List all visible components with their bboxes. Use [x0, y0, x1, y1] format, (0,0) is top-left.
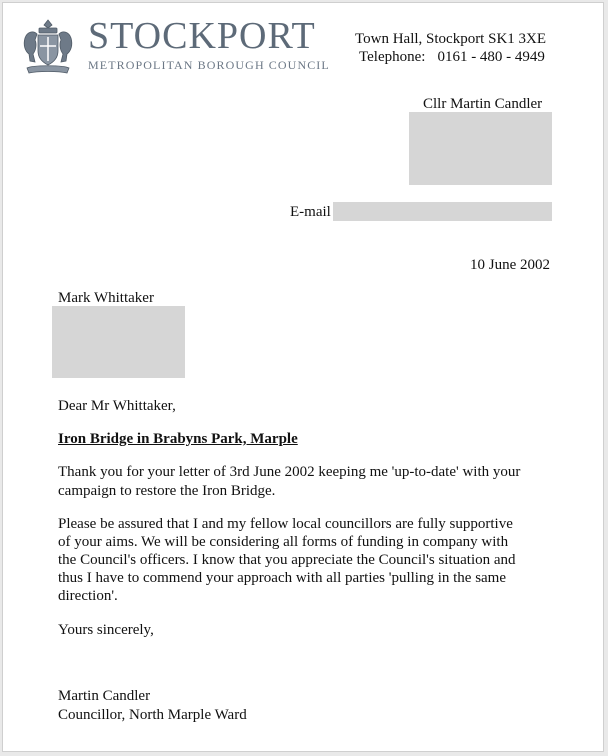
council-name: STOCKPORT	[88, 15, 316, 57]
paragraph-2-line-5: direction'.	[58, 588, 118, 604]
council-telephone	[359, 49, 545, 66]
signature-title: Councillor, North Marple Ward	[58, 707, 247, 723]
salutation: Dear Mr Whittaker,	[58, 398, 176, 414]
telephone-label: Telephone:	[359, 49, 426, 65]
redacted-sender-address	[409, 112, 552, 185]
paragraph-2-line-3: the Council's officers. I know that you appreciate the Council's situation and	[58, 552, 516, 568]
sender-name: Cllr Martin Candler	[423, 96, 543, 112]
paragraph-2-line-1: Please be assured that I and my fellow local councillors are fully supportive	[58, 516, 513, 532]
paragraph-1-line-1: Thank you for your letter of 3rd June 2002 keeping me 'up-to-date' with your	[58, 464, 521, 480]
closing: Yours sincerely,	[58, 622, 154, 638]
council-address: Town Hall, Stockport SK1 3XE	[355, 31, 547, 47]
email-label: E-mail	[290, 204, 331, 220]
coat-of-arms-icon	[17, 16, 79, 78]
council-subtitle: METROPOLITAN BOROUGH COUNCIL	[88, 58, 330, 72]
letter-page	[2, 2, 604, 752]
telephone-value: 0161 - 480 - 4949	[437, 49, 545, 65]
signature-name: Martin Candler	[58, 688, 151, 704]
letter-subject: Iron Bridge in Brabyns Park, Marple	[58, 431, 298, 447]
paragraph-1-line-2: campaign to restore the Iron Bridge.	[58, 483, 276, 499]
letter-date: 10 June 2002	[470, 257, 550, 273]
paragraph-2-line-4: thus I have to commend your approach with all parties 'pulling in the same	[58, 570, 507, 586]
recipient-name: Mark Whittaker	[58, 290, 154, 306]
redacted-recipient-address	[52, 306, 185, 378]
paragraph-2-line-2: of your aims. We will be considering all forms of funding in company with	[58, 534, 509, 550]
redacted-email	[333, 202, 552, 221]
